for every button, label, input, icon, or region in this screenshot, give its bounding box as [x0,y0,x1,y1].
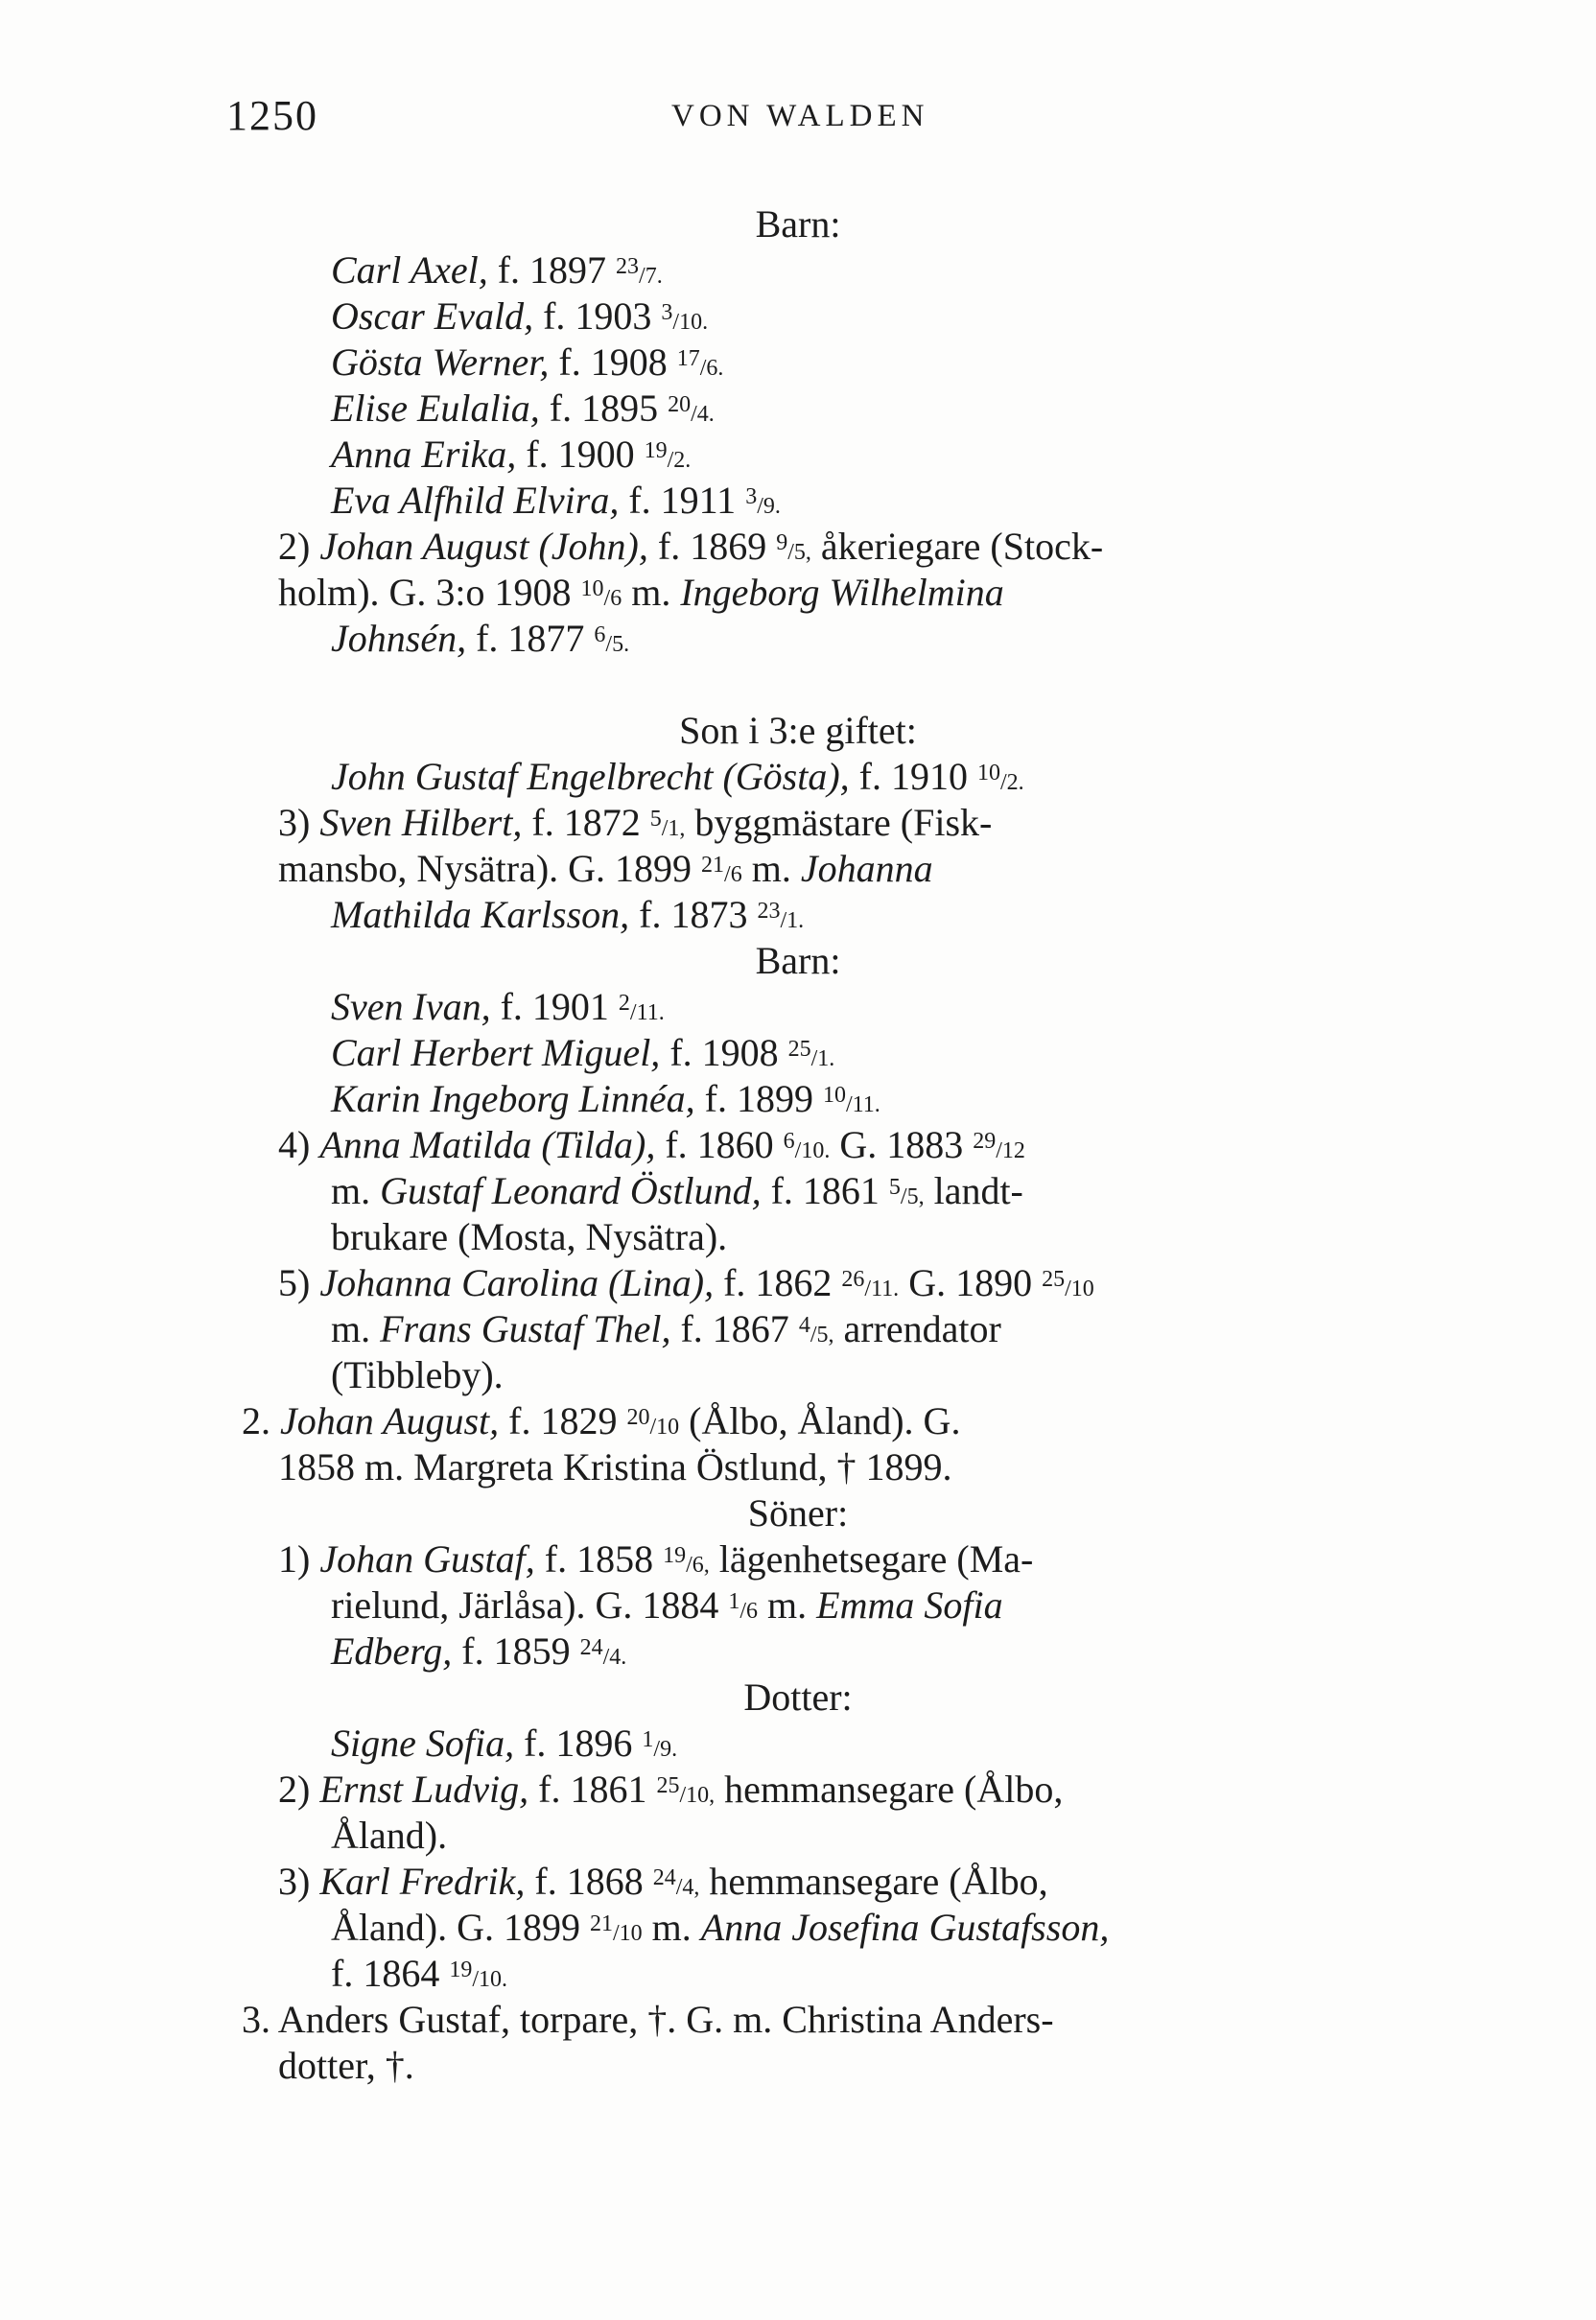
date-month: /10 [612,1921,643,1946]
date-month: /10. [472,1967,507,1992]
text-line [331,754,1024,806]
text-span: 1858 m. Margreta Kristina Östlund, † 1899. [278,1445,952,1488]
date-month: /10. [672,310,709,335]
name-text: Johnsén, [331,617,467,660]
date-month: /5. [605,632,630,657]
text-span: m. [741,847,801,890]
text-span: landt- [924,1169,1023,1212]
text-line [331,293,708,345]
date-day: 6 [783,1129,795,1154]
date-day: 10 [976,761,1000,785]
text-line [278,1444,952,1490]
date-month: /1. [810,1046,835,1071]
text-span: Söner: [747,1491,849,1535]
text-span: m. [642,1906,701,1949]
date-day: 6 [594,622,606,647]
text-span: Son i 3:e giftet: [679,709,917,752]
date-month: /5, [787,540,811,565]
text-line [331,984,665,1036]
text-span: f. 1877 [466,617,595,660]
text-span: 3. Anders Gustaf, torpare, †. G. m. Christina Anders- [242,1998,1054,2041]
date-day: 1 [728,1589,740,1614]
text-line [278,1536,1033,1588]
date-day: 2 [618,991,630,1016]
date-day: 3 [745,484,758,509]
text-span: hemmansegare (Ålbo, [699,1860,1048,1903]
date-month: /11. [845,1092,880,1117]
text-span: arrendator [833,1307,1001,1350]
text-span: byggmästare (Fisk- [685,801,993,844]
date-month: /6 [739,1599,759,1624]
name-text: Ernst Ludvig, [319,1768,529,1811]
section-heading [0,201,1596,247]
date-month: /12 [996,1138,1025,1163]
date-day: 25 [787,1037,811,1062]
text-line [331,1905,1109,1957]
name-text: Sven Hilbert, [319,801,523,844]
text-span: 2) [278,525,320,568]
text-line [278,524,1103,575]
text-span: f. 1862 [714,1261,842,1304]
section-heading [0,1490,1596,1536]
name-text: Carl Herbert Miguel, [331,1031,661,1074]
date-month: /6 [603,586,622,611]
text-line [242,1997,1054,2043]
date-month: /1, [661,816,686,841]
text-span: Barn: [755,202,841,246]
date-day: 26 [841,1267,865,1292]
name-text: Anna Erika, [331,433,517,476]
text-span: f. 1895 [539,387,669,430]
text-span: f. 1908 [660,1031,788,1074]
text-span: f. 1858 [534,1537,664,1581]
date-month: /6, [686,1553,710,1578]
name-text: Frans Gustaf Thel, [380,1307,671,1350]
date-day: 24 [652,1865,676,1890]
section-heading [0,938,1596,984]
text-line [331,1168,1023,1220]
date-month: /9. [653,1737,678,1762]
date-month: /10, [679,1783,716,1808]
name-text: Johanna Carolina (Lina), [319,1261,715,1304]
text-span: Dotter: [743,1676,853,1719]
name-text: Johanna [800,847,933,890]
name-text: Signe Sofia, [331,1722,515,1765]
text-line [242,1398,960,1450]
name-text: Elise Eulalia, [331,387,540,430]
text-span: m. [758,1583,817,1627]
text-line [331,478,781,529]
date-day: 1 [642,1727,654,1752]
text-span: 3) [278,801,320,844]
text-line [278,846,933,898]
text-line [331,247,663,299]
text-span: (Ålbo, Åland). G. [679,1399,961,1442]
text-line [331,1582,1003,1634]
text-span: m. [331,1169,381,1212]
text-span: brukare (Mosta, Nysätra). [331,1215,728,1258]
text-line [331,1813,447,1859]
text-line [331,892,804,944]
text-line [278,1859,1048,1910]
date-day: 21 [701,853,725,878]
text-line [331,1306,1001,1358]
date-day: 19 [449,1957,473,1982]
name-text: Emma Sofia [816,1583,1003,1627]
text-span: 1) [278,1537,320,1581]
text-line [331,1214,727,1260]
text-line [278,1260,1094,1312]
text-line [331,1030,834,1082]
text-span: 3) [278,1860,320,1903]
text-line [331,432,691,483]
name-text: Gösta Werner, [331,340,550,384]
text-span: f. 1860 [655,1123,784,1166]
section-heading [0,708,1596,754]
text-line [331,340,723,391]
date-day: 19 [644,438,668,463]
text-span: f. 1900 [516,433,645,476]
text-span: f. 1911 [619,479,746,522]
date-day: 4 [798,1313,810,1338]
name-text: Karl Fredrik, [319,1860,526,1903]
text-span: f. 1896 [514,1722,643,1765]
text-span: f. 1861 [528,1768,657,1811]
date-month: /10 [1065,1277,1094,1301]
text-line [278,800,992,852]
text-span: G. 1890 [899,1261,1043,1304]
text-span: m. [331,1307,381,1350]
date-month: /10. [794,1138,831,1163]
name-text: Anna Josefina Gustafsson, [700,1906,1110,1949]
text-span: rielund, Järlåsa). G. 1884 [331,1583,729,1627]
date-month: /5, [810,1323,834,1347]
text-span: Åland). [331,1814,448,1857]
date-month: /11. [629,1000,665,1025]
text-span: f. 1908 [549,340,677,384]
section-heading [0,1675,1596,1721]
date-month: /7. [639,264,663,289]
date-day: 5 [649,807,662,832]
date-month: /6. [699,356,724,381]
text-span: f. 1899 [694,1077,823,1120]
text-span: f. 1829 [499,1399,627,1442]
date-month: /5, [900,1184,925,1209]
name-text: John Gustaf Engelbrecht (Gösta), [331,755,850,798]
date-day: 25 [1042,1267,1066,1292]
date-day: 23 [616,254,640,279]
text-span: holm). G. 3:o 1908 [278,571,581,614]
text-span: f. 1868 [525,1860,653,1903]
date-day: 10 [580,576,604,601]
date-day: 9 [776,530,788,555]
text-span: f. 1867 [670,1307,799,1350]
text-span: Barn: [755,939,841,982]
running-head: VON WALDEN [671,99,929,133]
text-span: m. [622,571,681,614]
date-month: /2. [999,770,1024,795]
date-month: /6 [724,862,742,887]
text-line [331,386,715,437]
text-span: (Tibbleby). [331,1353,504,1396]
date-day: 25 [656,1773,680,1798]
date-day: 19 [663,1543,687,1568]
date-month: /4. [691,402,715,427]
text-span: lägenhetsegare (Ma- [709,1537,1034,1581]
text-span: f. 1869 [647,525,777,568]
date-day: 5 [888,1175,901,1200]
text-line [278,570,1004,621]
text-span: 5) [278,1261,320,1304]
text-line [331,1076,880,1128]
name-text: Johan August, [280,1399,500,1442]
text-line [278,1122,1025,1174]
date-month: /4. [602,1645,627,1670]
text-span: 2. [242,1399,280,1442]
text-span: f. 1903 [533,294,662,338]
text-line [331,1951,507,2003]
name-text: Anna Matilda (Tilda), [319,1123,656,1166]
text-span: Åland). G. 1899 [331,1906,590,1949]
name-text: Ingeborg Wilhelmina [680,571,1004,614]
text-span: hemmansegare (Ålbo, [715,1768,1064,1811]
name-text: Oscar Evald, [331,294,534,338]
text-span: f. 1859 [452,1629,580,1673]
date-month: /9. [757,494,781,519]
text-span: f. 1864 [331,1952,450,1995]
date-day: 21 [589,1911,613,1936]
date-day: 20 [668,392,692,417]
text-line [278,1767,1063,1818]
date-month: /10 [649,1415,680,1440]
text-span: G. 1883 [830,1123,974,1166]
date-day: 3 [661,300,673,325]
date-month: /4, [675,1875,700,1900]
name-text: Karin Ingeborg Linnéa, [331,1077,695,1120]
name-text: Mathilda Karlsson, [331,893,630,936]
name-text: Edberg, [331,1629,453,1673]
name-text: Sven Ivan, [331,985,491,1028]
date-month: /2. [667,448,692,473]
text-line [331,1629,626,1680]
text-line [331,616,629,668]
date-month: /11. [864,1277,900,1301]
text-span: f. 1873 [629,893,758,936]
date-month: /1. [780,908,805,933]
text-span: f. 1910 [849,755,977,798]
text-span: f. 1861 [761,1169,889,1212]
date-day: 10 [822,1083,846,1108]
date-day: 24 [579,1635,603,1660]
text-span: f. 1897 [487,248,617,292]
page-number: 1250 [226,92,318,139]
text-span: åkeriegare (Stock- [810,525,1104,568]
date-day: 29 [973,1129,997,1154]
date-day: 20 [626,1405,650,1430]
name-text: Johan August (John), [319,525,648,568]
text-line [278,2043,414,2089]
date-day: 23 [757,899,781,924]
name-text: Carl Axel, [331,248,488,292]
name-text: Eva Alfhild Elvira, [331,479,620,522]
text-span: 4) [278,1123,320,1166]
text-line [331,1352,504,1398]
text-line [331,1721,677,1772]
text-span: dotter, †. [278,2044,414,2087]
date-day: 17 [676,346,700,371]
text-span: 2) [278,1768,320,1811]
text-span: f. 1901 [490,985,619,1028]
text-span: mansbo, Nysätra). G. 1899 [278,847,702,890]
name-text: Gustaf Leonard Östlund, [380,1169,762,1212]
text-span: f. 1872 [522,801,650,844]
name-text: Johan Gustaf, [319,1537,535,1581]
